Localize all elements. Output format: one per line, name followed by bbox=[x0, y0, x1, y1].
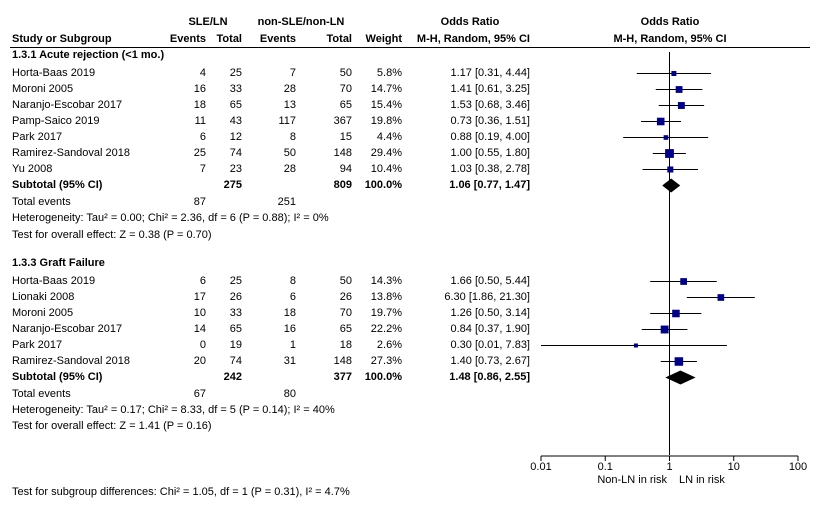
study-marker bbox=[718, 294, 725, 301]
x-axis-tick-label: 100 bbox=[788, 461, 808, 473]
events2-cell: 7 bbox=[289, 67, 296, 79]
study-marker bbox=[661, 326, 669, 334]
total1-cell: 25 bbox=[229, 67, 242, 79]
subgroup-title: 1.3.1 Acute rejection (<1 mo.) bbox=[12, 49, 165, 61]
total2-cell: 65 bbox=[339, 323, 352, 335]
subtotal-total1: 242 bbox=[223, 371, 242, 383]
weight-cell: 4.4% bbox=[376, 131, 402, 143]
study-marker bbox=[675, 357, 684, 366]
weight-cell: 13.8% bbox=[370, 291, 402, 303]
plot-odds-ratio-header: Odds Ratio bbox=[640, 16, 700, 28]
col-method-header: M-H, Random, 95% CI bbox=[416, 33, 530, 45]
events2-cell: 13 bbox=[283, 99, 296, 111]
events1-cell: 25 bbox=[193, 147, 206, 159]
study-name: Park 2017 bbox=[12, 131, 63, 143]
total1-cell: 33 bbox=[229, 83, 242, 95]
events2-cell: 28 bbox=[283, 163, 296, 175]
subtotal-total2: 377 bbox=[333, 371, 352, 383]
events2-cell: 18 bbox=[283, 307, 296, 319]
col-events2-header: Events bbox=[259, 33, 296, 45]
events1-cell: 14 bbox=[193, 323, 206, 335]
x-axis-tick-label: 1 bbox=[666, 461, 673, 473]
weight-cell: 10.4% bbox=[370, 163, 402, 175]
study-marker bbox=[665, 149, 674, 158]
study-marker bbox=[664, 135, 669, 140]
total-events1: 67 bbox=[193, 388, 206, 400]
total-events-label: Total events bbox=[12, 196, 71, 208]
weight-cell: 19.8% bbox=[370, 115, 402, 127]
events1-cell: 4 bbox=[199, 67, 206, 79]
weight-cell: 19.7% bbox=[370, 307, 402, 319]
total1-cell: 65 bbox=[229, 323, 242, 335]
events2-cell: 8 bbox=[289, 275, 296, 287]
group2-header: non-SLE/non-LN bbox=[257, 16, 345, 28]
events2-cell: 117 bbox=[278, 115, 296, 127]
weight-cell: 14.3% bbox=[370, 275, 402, 287]
study-name: Lionaki 2008 bbox=[12, 291, 75, 303]
ci-cell: 1.53 [0.68, 3.46] bbox=[450, 99, 530, 111]
study-name: Horta-Baas 2019 bbox=[12, 67, 96, 79]
total1-cell: 19 bbox=[229, 339, 242, 351]
ci-cell: 1.66 [0.50, 5.44] bbox=[450, 275, 530, 287]
ci-cell: 0.30 [0.01, 7.83] bbox=[450, 339, 530, 351]
events2-cell: 28 bbox=[283, 83, 296, 95]
weight-cell: 2.6% bbox=[376, 339, 402, 351]
subtotal-label: Subtotal (95% CI) bbox=[12, 371, 103, 383]
col-events1-header: Events bbox=[169, 33, 206, 45]
study-marker bbox=[680, 278, 687, 285]
ci-cell: 1.41 [0.61, 3.25] bbox=[450, 83, 530, 95]
ci-cell: 0.88 [0.19, 4.00] bbox=[450, 131, 530, 143]
col-total1-header: Total bbox=[216, 33, 242, 45]
study-name: Moroni 2005 bbox=[12, 83, 74, 95]
study-name: Ramirez-Sandoval 2018 bbox=[12, 147, 131, 159]
ci-cell: 1.40 [0.73, 2.67] bbox=[450, 355, 530, 367]
total2-cell: 26 bbox=[339, 291, 352, 303]
study-name: Park 2017 bbox=[12, 339, 63, 351]
overall-effect-text: Test for overall effect: Z = 0.38 (P = 0.70) bbox=[12, 229, 212, 241]
events2-cell: 1 bbox=[289, 339, 296, 351]
weight-cell: 5.8% bbox=[376, 67, 402, 79]
events2-cell: 8 bbox=[289, 131, 296, 143]
subtotal-ci: 1.48 [0.86, 2.55] bbox=[449, 371, 530, 383]
odds-ratio-header: Odds Ratio bbox=[440, 16, 500, 28]
weight-cell: 29.4% bbox=[370, 147, 402, 159]
total2-cell: 148 bbox=[333, 147, 352, 159]
total2-cell: 70 bbox=[339, 307, 352, 319]
events1-cell: 0 bbox=[199, 339, 206, 351]
study-name: Yu 2008 bbox=[12, 163, 53, 175]
col-total2-header: Total bbox=[326, 33, 352, 45]
weight-cell: 15.4% bbox=[370, 99, 402, 111]
study-name: Naranjo-Escobar 2017 bbox=[12, 99, 123, 111]
events1-cell: 7 bbox=[199, 163, 206, 175]
ci-cell: 1.26 [0.50, 3.14] bbox=[450, 307, 530, 319]
events2-cell: 50 bbox=[283, 147, 296, 159]
total2-cell: 15 bbox=[339, 131, 352, 143]
subgroup-differences-text: Test for subgroup differences: Chi² = 1.05, df = 1 (P = 0.31), I² = 4.7% bbox=[12, 486, 350, 498]
events1-cell: 16 bbox=[193, 83, 206, 95]
pooled-diamond bbox=[662, 179, 680, 193]
events1-cell: 6 bbox=[199, 131, 206, 143]
subgroup-title: 1.3.3 Graft Failure bbox=[12, 257, 105, 269]
x-axis-tick-label: 0.1 bbox=[597, 461, 613, 473]
total1-cell: 25 bbox=[229, 275, 242, 287]
plot-method-header: M-H, Random, 95% CI bbox=[613, 33, 727, 45]
total2-cell: 65 bbox=[339, 99, 352, 111]
total1-cell: 12 bbox=[229, 131, 242, 143]
total2-cell: 367 bbox=[333, 115, 352, 127]
heterogeneity-text: Heterogeneity: Tau² = 0.00; Chi² = 2.36, df = 6 (P = 0.88); I² = 0% bbox=[12, 212, 329, 224]
subtotal-weight: 100.0% bbox=[364, 179, 402, 191]
ci-cell: 1.00 [0.55, 1.80] bbox=[450, 147, 530, 159]
subtotal-ci: 1.06 [0.77, 1.47] bbox=[449, 179, 530, 191]
overall-effect-text: Test for overall effect: Z = 1.41 (P = 0.16) bbox=[12, 420, 212, 432]
total1-cell: 74 bbox=[229, 147, 242, 159]
total-events1: 87 bbox=[193, 196, 206, 208]
ci-cell: 0.73 [0.36, 1.51] bbox=[450, 115, 530, 127]
events1-cell: 17 bbox=[193, 291, 206, 303]
total2-cell: 94 bbox=[339, 163, 352, 175]
weight-cell: 14.7% bbox=[370, 83, 402, 95]
total2-cell: 18 bbox=[339, 339, 352, 351]
weight-cell: 27.3% bbox=[370, 355, 402, 367]
total1-cell: 33 bbox=[229, 307, 242, 319]
col-weight-header: Weight bbox=[365, 33, 402, 45]
weight-cell: 22.2% bbox=[370, 323, 402, 335]
study-marker bbox=[667, 166, 673, 172]
total1-cell: 43 bbox=[229, 115, 242, 127]
study-name: Ramirez-Sandoval 2018 bbox=[12, 355, 131, 367]
study-marker bbox=[671, 71, 676, 76]
x-axis-tick-label: 0.01 bbox=[530, 461, 552, 473]
total1-cell: 74 bbox=[229, 355, 242, 367]
x-axis-tick-label: 10 bbox=[727, 461, 740, 473]
total2-cell: 50 bbox=[339, 275, 352, 287]
study-name: Horta-Baas 2019 bbox=[12, 275, 96, 287]
events2-cell: 31 bbox=[283, 355, 296, 367]
events1-cell: 20 bbox=[193, 355, 206, 367]
heterogeneity-text: Heterogeneity: Tau² = 0.17; Chi² = 8.33, df = 5 (P = 0.14); I² = 40% bbox=[12, 404, 335, 416]
total-events2: 80 bbox=[283, 388, 296, 400]
ci-cell: 1.17 [0.31, 4.44] bbox=[450, 67, 530, 79]
total2-cell: 50 bbox=[339, 67, 352, 79]
total-events2: 251 bbox=[277, 196, 296, 208]
events1-cell: 10 bbox=[193, 307, 206, 319]
subtotal-total2: 809 bbox=[333, 179, 352, 191]
study-marker bbox=[678, 102, 685, 109]
events2-cell: 6 bbox=[289, 291, 296, 303]
events1-cell: 6 bbox=[199, 275, 206, 287]
axis-right-label: LN in risk bbox=[679, 474, 725, 486]
total1-cell: 26 bbox=[229, 291, 242, 303]
events1-cell: 18 bbox=[193, 99, 206, 111]
study-marker bbox=[634, 343, 638, 347]
events1-cell: 11 bbox=[194, 115, 206, 127]
axis-left-label: Non-LN in risk bbox=[597, 474, 667, 486]
col-study-header: Study or Subgroup bbox=[12, 33, 112, 45]
subtotal-label: Subtotal (95% CI) bbox=[12, 179, 103, 191]
total1-cell: 23 bbox=[229, 163, 242, 175]
subtotal-weight: 100.0% bbox=[364, 371, 402, 383]
study-marker bbox=[657, 118, 665, 126]
ci-cell: 0.84 [0.37, 1.90] bbox=[450, 323, 530, 335]
group1-header: SLE/LN bbox=[188, 16, 228, 28]
study-name: Pamp-Saico 2019 bbox=[12, 115, 100, 127]
study-name: Naranjo-Escobar 2017 bbox=[12, 323, 123, 335]
ci-cell: 6.30 [1.86, 21.30] bbox=[444, 291, 530, 303]
study-marker bbox=[672, 310, 680, 318]
total-events-label: Total events bbox=[12, 388, 71, 400]
events2-cell: 16 bbox=[283, 323, 296, 335]
total2-cell: 70 bbox=[339, 83, 352, 95]
study-marker bbox=[676, 86, 683, 93]
ci-cell: 1.03 [0.38, 2.78] bbox=[450, 163, 530, 175]
study-name: Moroni 2005 bbox=[12, 307, 74, 319]
subtotal-total1: 275 bbox=[223, 179, 242, 191]
total2-cell: 148 bbox=[333, 355, 352, 367]
total1-cell: 65 bbox=[229, 99, 242, 111]
